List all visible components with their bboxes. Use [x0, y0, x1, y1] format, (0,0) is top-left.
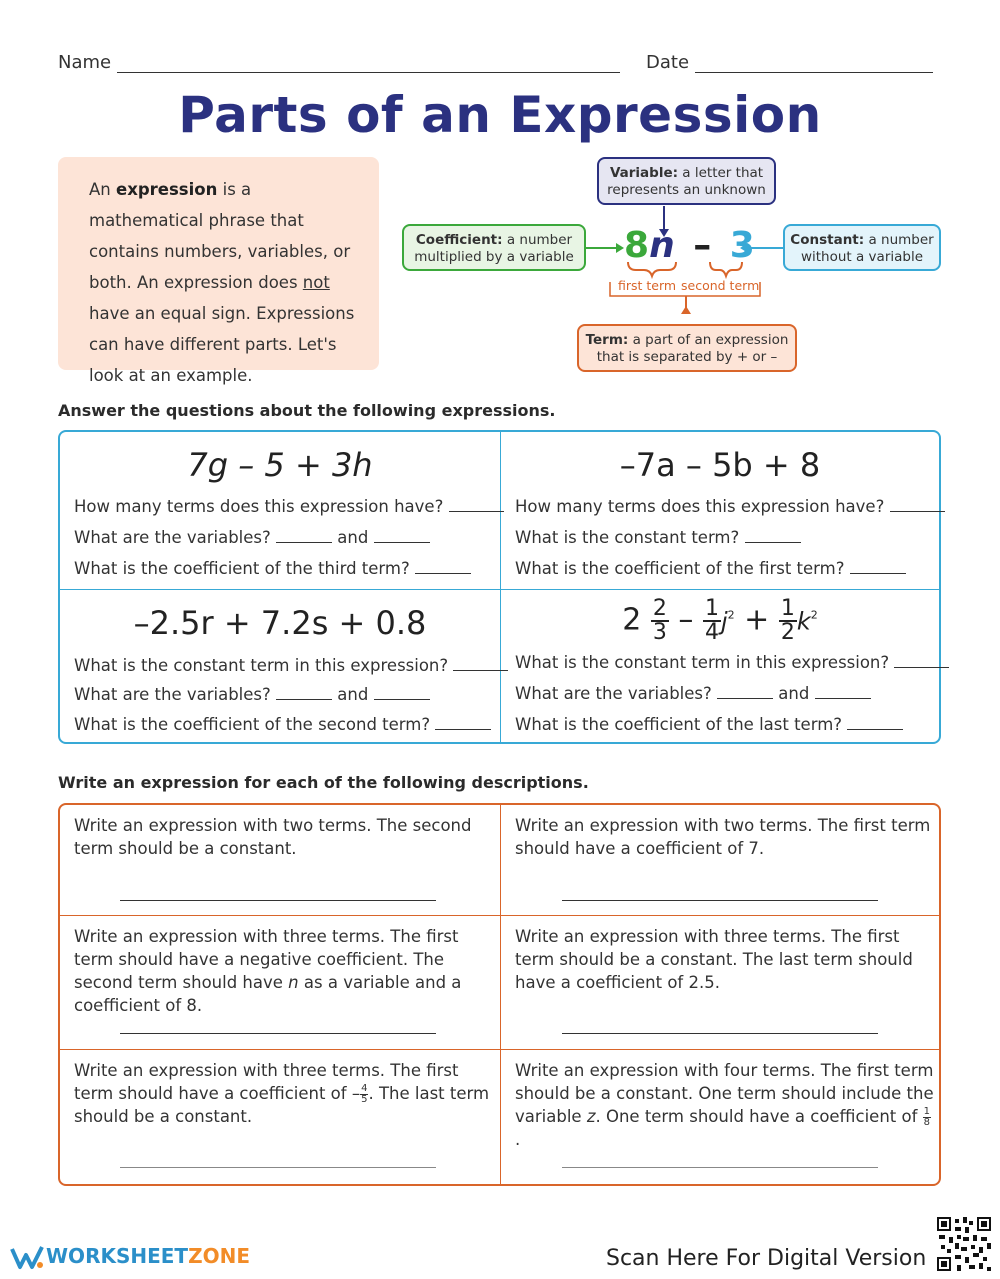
constant-label: Constant: — [790, 232, 865, 248]
question-4-1 — [515, 653, 949, 672]
logo-text-a: WORKSHEET — [46, 1244, 189, 1268]
coefficient-box — [402, 224, 586, 271]
and-text: and — [337, 528, 369, 547]
description-text: as a variable and a coefficient of 8. — [74, 973, 462, 1015]
question-1-2 — [74, 528, 430, 547]
term-label: Term: — [585, 332, 629, 348]
variable-n: n — [288, 973, 299, 992]
fraction-1-2 — [779, 598, 797, 644]
intro-underline: not — [302, 273, 330, 292]
example-coefficient: 8 — [624, 225, 650, 266]
description-1: Write an expression with two terms. The second term should be a constant. — [74, 816, 472, 858]
expression-3: –2.5r + 7.2s + 0.8 — [133, 604, 427, 642]
example-variable: n — [649, 225, 675, 266]
fraction-1-4 — [703, 598, 721, 644]
question-4-3 — [515, 715, 903, 734]
fraction-numerator: 4 — [361, 1083, 368, 1094]
expression-1: 7g – 5 + 3h — [187, 446, 373, 484]
fraction-denominator: 5 — [361, 1094, 368, 1105]
fraction-2-3 — [651, 598, 669, 644]
description-3 — [74, 925, 494, 1017]
coefficient-arrowhead — [616, 243, 624, 253]
date-line — [695, 55, 933, 73]
and-text: and — [778, 684, 810, 703]
question-text: What is the coefficient of the second term? — [74, 715, 431, 734]
answer-line-1[interactable] — [120, 900, 436, 901]
question-1-3 — [74, 559, 471, 578]
question-text: What is the coefficient of the last term? — [515, 715, 843, 734]
question-text: What are the variables? — [515, 684, 712, 703]
question-text: What is the coefficient of the third term? — [74, 559, 410, 578]
description-4: Write an expression with three terms. The first term should be a constant. The last term should have a coefficient of 2.5. — [515, 927, 913, 992]
variable-z: z — [586, 1107, 596, 1126]
term-box — [577, 324, 797, 372]
description-text: Write an expression with three terms. The first term should have a coefficient of – — [74, 1061, 459, 1103]
variable-k: k — [796, 607, 811, 636]
answer-blank[interactable] — [276, 686, 332, 700]
term-arrowhead — [681, 306, 691, 314]
fraction-denominator: 2 — [780, 620, 795, 645]
answer-line-6[interactable] — [562, 1167, 878, 1168]
coefficient-label: Coefficient: — [415, 232, 503, 248]
fraction-numerator: 2 — [652, 596, 667, 621]
answer-blank[interactable] — [815, 685, 871, 699]
constant-text: a number without a variable — [800, 232, 934, 265]
question-3-2 — [74, 685, 430, 704]
answer-blank[interactable] — [415, 560, 471, 574]
date-field — [646, 52, 933, 73]
logo-icon — [10, 1245, 46, 1271]
term-text: a part of an expression that is separated by + or – — [596, 332, 789, 365]
second-term-label: second term — [681, 278, 760, 293]
variable-label: Variable: — [609, 165, 678, 181]
question-text: What are the variables? — [74, 685, 271, 704]
question-text: What is the constant term? — [515, 528, 740, 547]
answer-line-2[interactable] — [562, 900, 878, 901]
question-text: How many terms does this expression have? — [74, 497, 444, 516]
answer-blank[interactable] — [850, 560, 906, 574]
description-text: . One term should have a coefficient of — [595, 1107, 923, 1126]
section2-heading: Write an expression for each of the following descriptions. — [58, 773, 589, 792]
intro-text-2: is a mathematical phrase that contains numbers, variables, or both. An expression does — [89, 180, 351, 292]
answer-blank[interactable] — [453, 657, 508, 671]
plus-sign: + — [744, 602, 770, 638]
grid-divider-vertical — [500, 805, 501, 1184]
answer-line-3[interactable] — [120, 1033, 436, 1034]
expression-2: –7a – 5b + 8 — [619, 446, 821, 484]
fraction-denominator: 3 — [652, 620, 667, 645]
question-text: What is the constant term in this expression? — [74, 656, 449, 675]
description-5 — [74, 1059, 494, 1128]
answer-line-4[interactable] — [562, 1033, 878, 1034]
description-text: . The last term should be a constant. — [74, 1084, 490, 1126]
example-expression — [624, 225, 755, 266]
answer-blank[interactable] — [894, 654, 949, 668]
intro-bold: expression — [116, 180, 218, 199]
answer-blank[interactable] — [890, 498, 945, 512]
grid-divider-horizontal — [60, 589, 939, 590]
logo-text-b: ZONE — [188, 1244, 250, 1268]
questions-grid — [58, 430, 941, 744]
variable-box — [597, 157, 776, 205]
fraction-1-8 — [923, 1107, 931, 1128]
answer-line-5[interactable] — [120, 1167, 436, 1168]
constant-box — [783, 224, 941, 271]
section1-heading: Answer the questions about the following expressions. — [58, 401, 556, 420]
description-text: . — [515, 1130, 521, 1149]
intro-box — [58, 157, 379, 385]
question-2-1 — [515, 497, 945, 516]
variable-j: j — [720, 607, 728, 636]
description-2: Write an expression with two terms. The first term should have a coefficient of 7. — [515, 816, 931, 858]
question-2-2 — [515, 528, 801, 547]
description-text: Write an expression with three terms. The first term should have a negative coefficient. The second term should have — [74, 927, 459, 992]
fraction-denominator: 4 — [704, 620, 719, 645]
answer-blank[interactable] — [847, 716, 903, 730]
fraction-numerator: 1 — [780, 596, 795, 621]
intro-text-1: An — [89, 180, 116, 199]
name-line — [117, 55, 620, 73]
page-title: Parts of an Expression — [178, 86, 822, 144]
description-text: Write an expression with four terms. The first term should be a constant. One term should include the variable — [515, 1061, 934, 1126]
question-4-2 — [515, 684, 871, 703]
minus-sign: – — [678, 602, 694, 638]
answer-blank[interactable] — [449, 498, 504, 512]
qr-code-icon[interactable] — [935, 1215, 993, 1273]
fraction-numerator: 1 — [704, 596, 719, 621]
variable-text: a letter that represents an unknown — [607, 165, 766, 198]
question-text: How many terms does this expression have? — [515, 497, 885, 516]
question-1-1 — [74, 497, 504, 516]
name-field — [58, 52, 620, 73]
fraction-numerator: 1 — [923, 1106, 931, 1117]
fraction-denominator: 8 — [923, 1117, 931, 1128]
name-label: Name — [58, 52, 112, 73]
answer-blank[interactable] — [374, 686, 430, 700]
expression-4 — [500, 598, 940, 644]
coefficient-text: a number multiplied by a variable — [414, 232, 574, 265]
answer-blank[interactable] — [717, 685, 773, 699]
grid-divider-horizontal-2 — [60, 1049, 939, 1050]
first-term-label: first term — [618, 278, 677, 293]
question-text: What are the variables? — [74, 528, 271, 547]
example-minus: – — [693, 225, 712, 266]
description-6 — [515, 1059, 935, 1151]
and-text: and — [337, 685, 369, 704]
scan-text: Scan Here For Digital Version — [606, 1246, 927, 1271]
exponent: 2 — [727, 608, 735, 622]
question-3-1 — [74, 656, 508, 675]
example-constant: 3 — [729, 225, 755, 266]
answer-blank[interactable] — [745, 529, 801, 543]
exponent: 2 — [810, 608, 818, 622]
worksheetzone-logo — [10, 1244, 250, 1271]
answer-blank[interactable] — [276, 529, 332, 543]
answer-blank[interactable] — [435, 716, 491, 730]
descriptions-grid — [58, 803, 941, 1186]
question-2-3 — [515, 559, 906, 578]
whole-number: 2 — [622, 602, 642, 638]
question-text: What is the constant term in this expression? — [515, 653, 890, 672]
date-label: Date — [646, 52, 690, 73]
question-3-3 — [74, 715, 491, 734]
question-text: What is the coefficient of the first term? — [515, 559, 845, 578]
grid-divider-horizontal-1 — [60, 915, 939, 916]
answer-blank[interactable] — [374, 529, 430, 543]
intro-text-3: have an equal sign. Expressions can have different parts. Let's look at an example. — [89, 304, 355, 385]
